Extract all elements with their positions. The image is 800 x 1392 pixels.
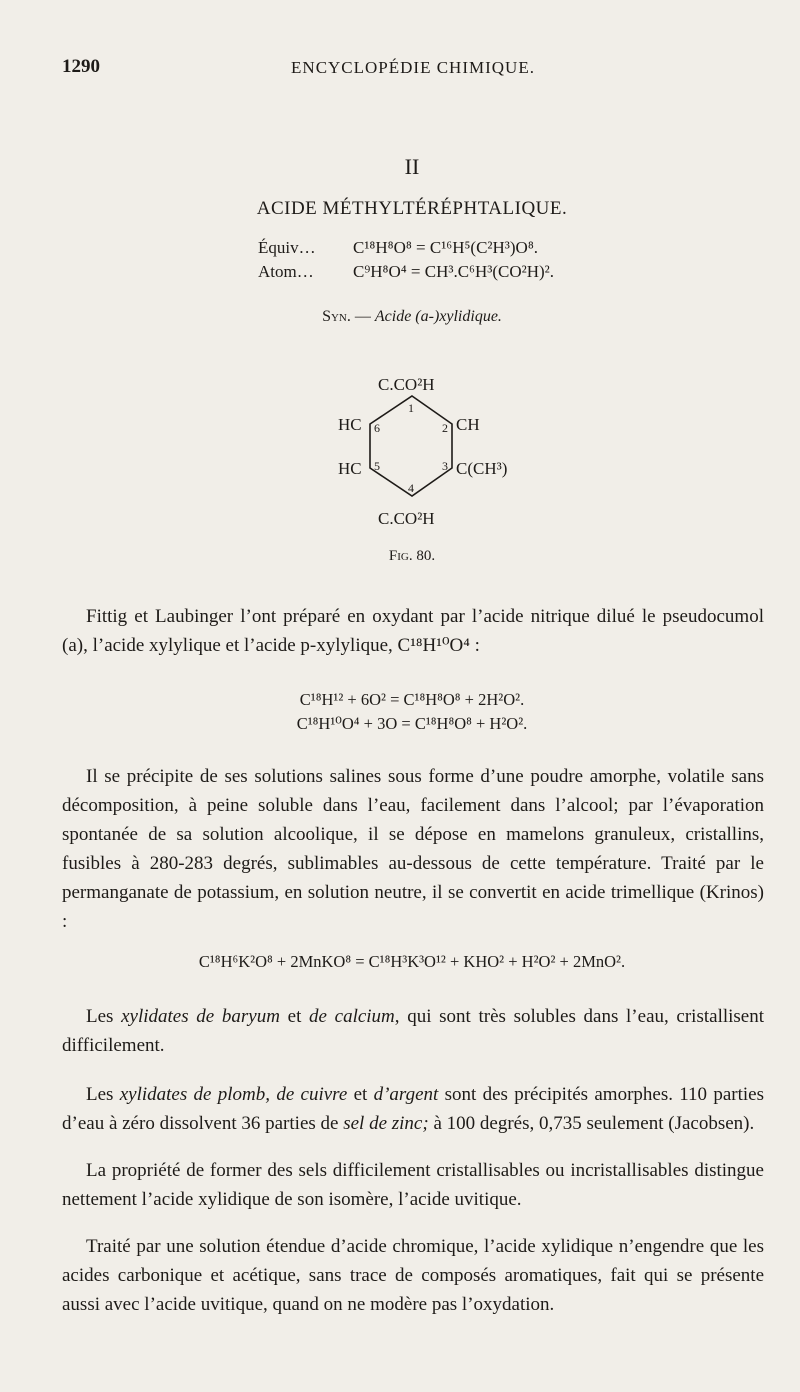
paragraph-chromic-acid-text: Traité par une solution étendue d’acide chromique, l’acide xylidique n’engendre que les acides carbonique et acétique, sans trace de composés aromatiques, fait qui se présente aussi avec l’acide uvitique, quand on ne modère pas l’oxydation. (62, 1236, 764, 1315)
p4-text-c: sont des précipités amorphes. 110 parties d’eau à zéro dissolvent 36 parties de (62, 1084, 764, 1134)
paragraph-properties-text: Il se précipite de ses solutions salines sous forme d’une poudre amorphe, volatile sans décomposition, à peine soluble dans l’eau, facilement dans l’alcool; par l’évaporation spontanée de sa solution alcoolique, il se dépose en mamelons granuleux, cristallins, fusibles à 280-283 degrés, sublimables au-dessous de cette température. Traité par le permanganate de potassium, en solution neutre, il se convertit en acide trimellique (Krinos) : (62, 766, 764, 932)
p4-italic-2: d’argent (373, 1084, 439, 1105)
ring-position-5: 5 (374, 459, 380, 473)
running-title: ENCYCLOPÉDIE CHIMIQUE. (291, 58, 535, 77)
synonym-name: Acide (a-)xylidique. (374, 308, 502, 325)
paragraph-isomer (62, 1156, 764, 1214)
paragraph-isomer-text: La propriété de former des sels difficilement cristallisables ou incristallisables distingue nettement l’acide xylidique de son isomère, l’acide uvitique. (62, 1160, 764, 1210)
page-number: 1290 (62, 56, 100, 77)
p3-text-a: Les (86, 1006, 122, 1027)
equation-line-1: C¹⁸H¹² + 6O² = C¹⁸H⁸O⁸ + 2H²O². (299, 690, 525, 709)
figure-bottom-group: C.CO²H (378, 509, 435, 528)
atom-formula: C⁹H⁸O⁴ = CH³.C⁶H³(CO²H)². (353, 262, 555, 281)
paragraph-lead-copper-silver (62, 1080, 764, 1138)
figure-left-upper: HC (338, 415, 362, 434)
synonym-label: Syn. (322, 308, 351, 325)
synonym-line (60, 308, 764, 326)
p4-text-d: à 100 degrés, 0,735 seulement (Jacobsen). (428, 1113, 755, 1134)
paragraph-properties (62, 762, 764, 936)
p4-italic-3: sel de zinc; (343, 1113, 429, 1134)
atom-label: Atom… (258, 262, 314, 281)
figure-right-upper: CH (456, 415, 480, 434)
equiv-line (258, 236, 554, 260)
figure-right-lower: C(CH³) (456, 459, 508, 478)
ring-position-6: 6 (374, 421, 380, 435)
paragraph-chromic-acid (62, 1232, 764, 1319)
ring-position-2: 2 (442, 421, 448, 435)
atom-line (258, 260, 554, 284)
ring-position-1: 1 (408, 401, 414, 415)
page-header (62, 56, 764, 86)
p3-text-c: , qui sont très solubles dans l’eau, cristallisent difficilement. (62, 1006, 765, 1056)
paragraph-preparation-text: Fittig et Laubinger l’ont préparé en oxydant par l’acide nitrique dilué le pseudocumol (a), l’acide xylylique et l’acide p-xylylique, C¹⁸H¹⁰O⁴ : (62, 606, 764, 656)
equation-line-2: C¹⁸H¹⁰O⁴ + 3O = C¹⁸H⁸O⁸ + H²O². (296, 714, 528, 733)
equiv-label: Équiv… (258, 238, 316, 257)
paragraph-barium-calcium (62, 1002, 764, 1060)
p3-italic-2: de calcium (309, 1006, 395, 1027)
p4-text-b: et (347, 1084, 374, 1105)
p4-italic-1: xylidates de plomb, de cuivre (119, 1084, 348, 1105)
section-number: II (404, 154, 420, 179)
figure-caption: Fig. 80. (388, 548, 436, 564)
equiv-formula: C¹⁸H⁸O⁸ = C¹⁶H⁵(C²H³)O⁸. (353, 238, 539, 257)
equation-permanganate: C¹⁸H⁶K²O⁸ + 2MnKO⁸ = C¹⁸H³K³O¹² + KHO² + H²O² + 2MnO². (198, 952, 626, 971)
equation-oxidation (60, 688, 764, 736)
p3-text-b: et (279, 1006, 310, 1027)
structure-figure (280, 360, 540, 540)
p4-text-a: Les (86, 1084, 120, 1105)
paragraph-preparation (62, 602, 764, 660)
p3-italic-1: xylidates de baryum (121, 1006, 280, 1027)
ring-position-3: 3 (442, 459, 448, 473)
figure-top-group: C.CO²H (378, 375, 435, 394)
section-title: ACIDE MÉTHYLTÉRÉPHTALIQUE. (256, 198, 568, 219)
formula-block (258, 236, 554, 284)
ring-position-4: 4 (408, 481, 414, 495)
synonym-dash: — (354, 308, 371, 325)
figure-left-lower: HC (338, 459, 362, 478)
